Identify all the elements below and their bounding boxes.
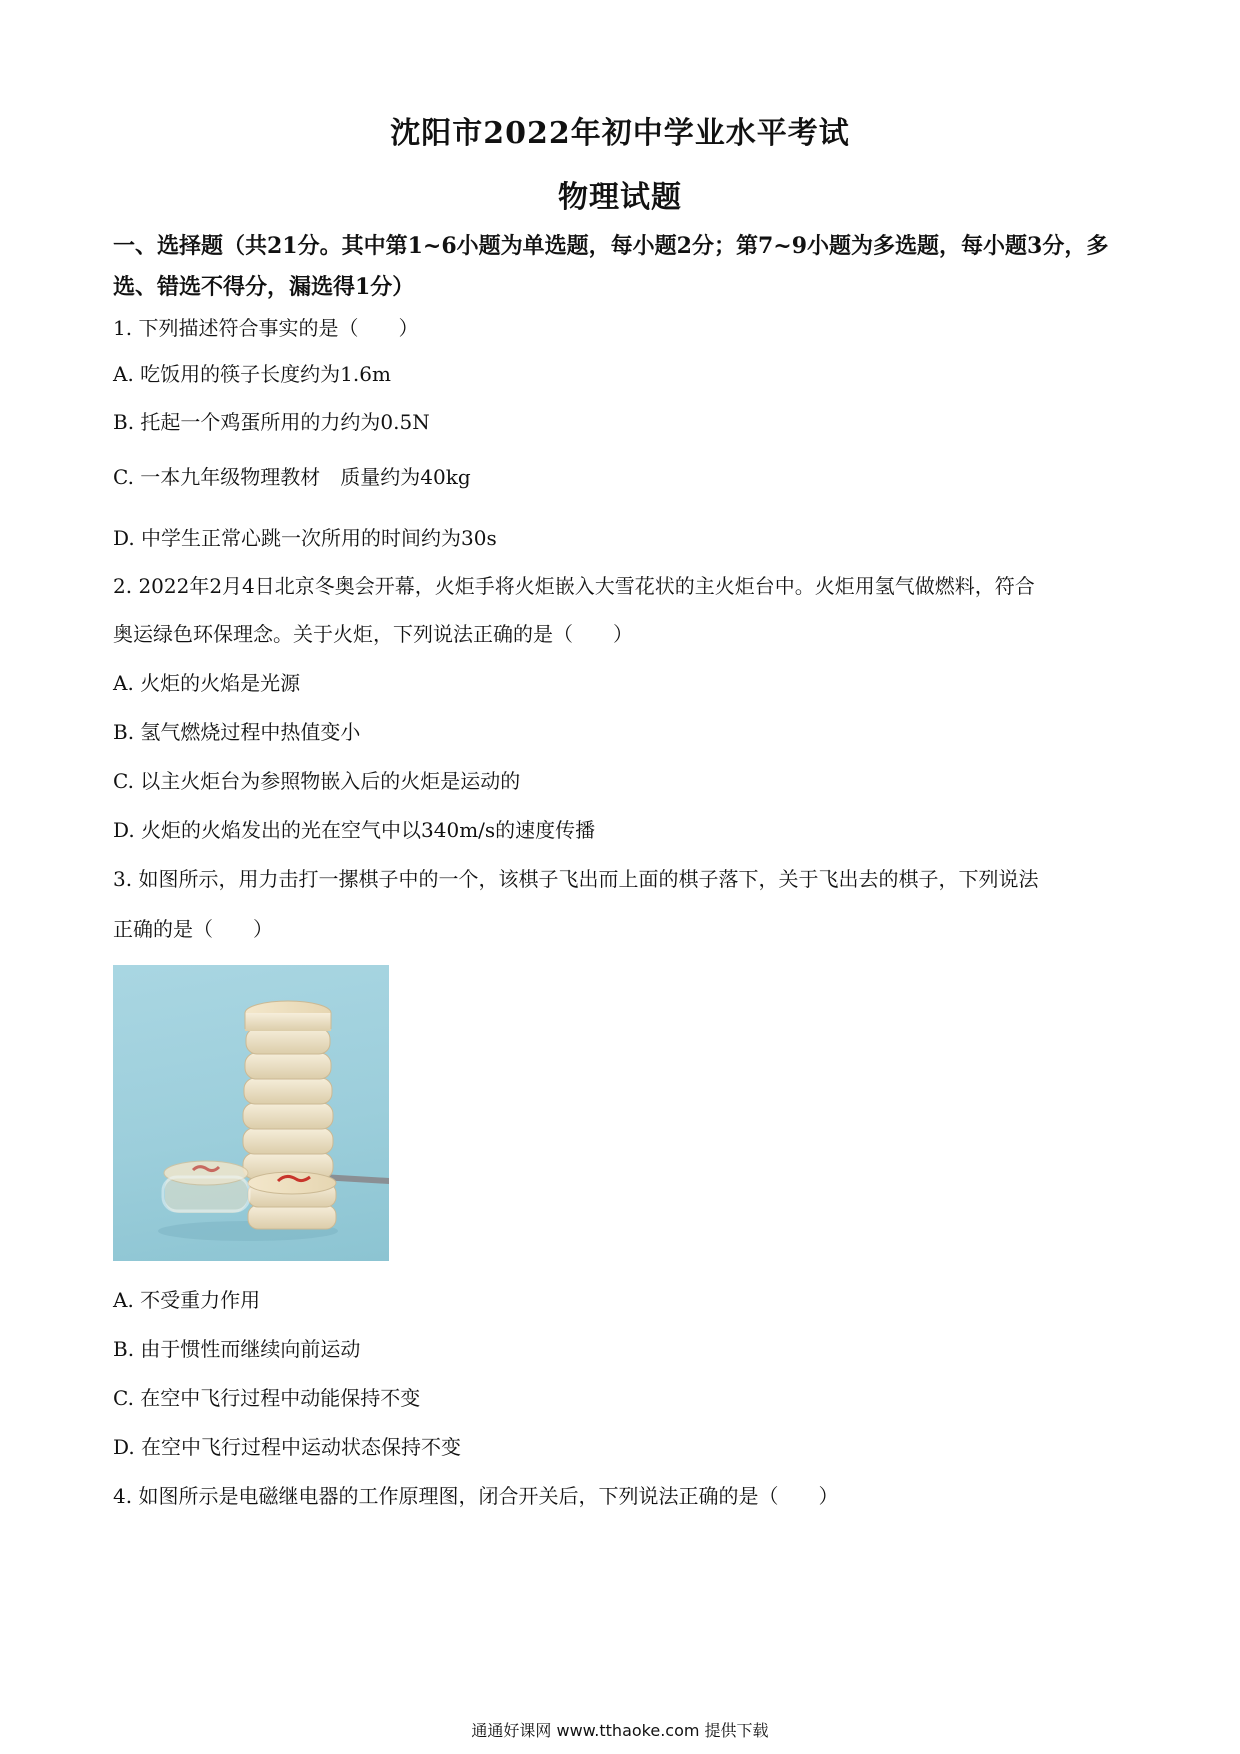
page-footer: 通通好课网 www.tthaoke.com 提供下载 xyxy=(471,1721,769,1740)
exam-subtitle: 物理试题 xyxy=(558,180,682,215)
exam-title: 沈阳市2022年初中学业水平考试 xyxy=(390,116,850,151)
question-2-option-d: D. 火炬的火焰发出的光在空气中以340m/s的速度传播 xyxy=(113,818,596,842)
question-2-option-b: B. 氢气燃烧过程中热值变小 xyxy=(113,720,361,744)
question-3-option-d: D. 在空中飞行过程中运动状态保持不变 xyxy=(113,1435,462,1459)
question-3-option-b: B. 由于惯性而继续向前运动 xyxy=(113,1337,361,1361)
flying-piece xyxy=(163,1161,249,1213)
question-3-stem-line-1: 3. 如图所示，用力击打一摞棋子中的一个，该棋子飞出而上面的棋子落下，关于飞出去的棋子，下列说法 xyxy=(113,867,1039,891)
question-3-option-a: A. 不受重力作用 xyxy=(113,1288,261,1312)
question-2-stem-line-2: 奥运绿色环保理念。关于火炬，下列说法正确的是（ ） xyxy=(113,622,633,646)
question-1-option-d: D. 中学生正常心跳一次所用的时间约为30s xyxy=(113,526,497,550)
question-2-stem-line-1: 2. 2022年2月4日北京冬奥会开幕，火炬手将火炬嵌入大雪花状的主火炬台中。火炬用氢气做燃料，符合 xyxy=(113,574,1035,598)
question-3-option-c: C. 在空中飞行过程中动能保持不变 xyxy=(113,1386,421,1410)
question-4-stem: 4. 如图所示是电磁继电器的工作原理图，闭合开关后，下列说法正确的是（ ） xyxy=(113,1484,839,1508)
bottom-pieces xyxy=(248,1172,336,1229)
section-header: 一、选择题（共21分。其中第1~6小题为单选题，每小题2分；第7~9小题为多选题，每小题3分，多选、错选不得分，漏选得1分） xyxy=(113,233,1109,300)
chess-pieces-photo xyxy=(113,965,389,1261)
question-1-option-a: A. 吃饭用的筷子长度约为1.6m xyxy=(113,362,391,386)
question-2-option-c: C. 以主火炬台为参照物嵌入后的火炬是运动的 xyxy=(113,769,521,793)
question-2-option-a: A. 火炬的火焰是光源 xyxy=(113,671,301,695)
question-3-stem-line-2: 正确的是（ ） xyxy=(113,917,273,941)
question-1-option-b: B. 托起一个鸡蛋所用的力约为0.5N xyxy=(113,410,430,434)
question-1-stem: 1. 下列描述符合事实的是（ ） xyxy=(113,316,419,340)
question-1-option-c: C. 一本九年级物理教材 质量约为40kg xyxy=(113,465,471,489)
stacked-pieces xyxy=(243,1001,333,1179)
